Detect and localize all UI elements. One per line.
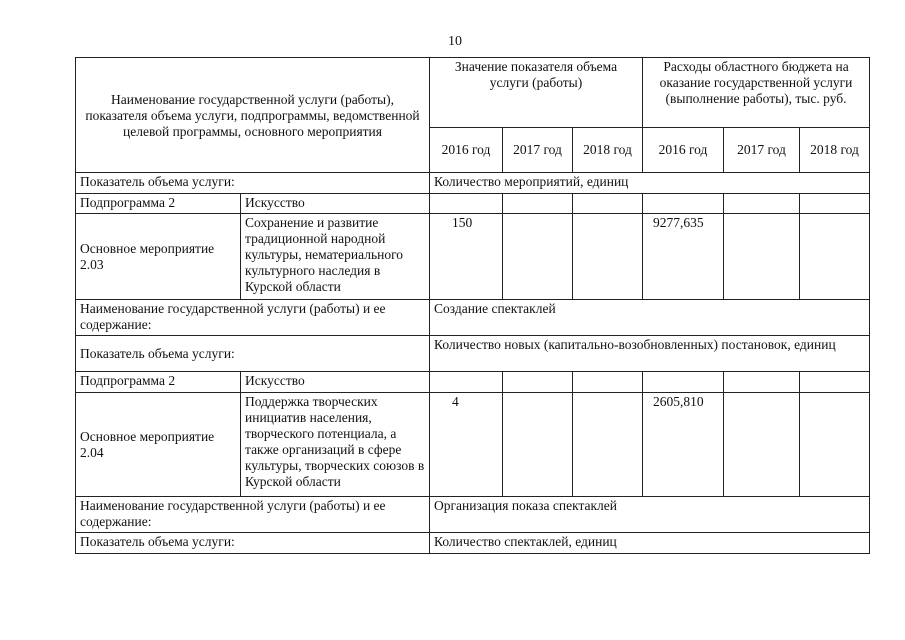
table-row <box>76 214 870 300</box>
empty-cell <box>800 194 870 214</box>
page-number: 10 <box>448 34 462 49</box>
indicator-value: Количество новых (капитально-возобновленных) постановок, единиц <box>430 336 870 372</box>
empty-cell <box>503 372 573 393</box>
table-row <box>76 173 870 194</box>
header-budget-cell: Расходы областного бюджета на оказание государственной услуги (выполнение работы), тыс. руб. <box>643 58 870 128</box>
subprogram-name: Искусство <box>241 194 430 214</box>
budget-2016-value: 2605,810 <box>643 393 724 497</box>
empty-cell <box>573 214 643 300</box>
empty-cell <box>503 393 573 497</box>
table-row <box>76 372 870 393</box>
budget-2016-value: 9277,635 <box>643 214 724 300</box>
measure-label: Основное мероприятие 2.04 <box>76 393 241 497</box>
service-value: Создание спектаклей <box>430 300 870 336</box>
year-volume-2017: 2017 год <box>503 128 573 173</box>
measure-label: Основное мероприятие 2.03 <box>76 214 241 300</box>
empty-cell <box>800 214 870 300</box>
subprogram-name: Искусство <box>241 372 430 393</box>
header-row-top <box>76 58 870 128</box>
subprogram-label: Подпрограмма 2 <box>76 194 241 214</box>
empty-cell <box>724 214 800 300</box>
indicator-label: Показатель объема услуги: <box>76 173 430 194</box>
empty-cell <box>430 194 503 214</box>
empty-cell <box>573 393 643 497</box>
measure-name: Сохранение и развитие традиционной народной культуры, нематериального культурного наследия в Курской области <box>241 214 430 300</box>
table-row <box>76 533 870 554</box>
empty-cell <box>573 372 643 393</box>
subprogram-label: Подпрограмма 2 <box>76 372 241 393</box>
indicator-label: Показатель объема услуги: <box>76 336 430 372</box>
empty-cell <box>643 194 724 214</box>
empty-cell <box>800 372 870 393</box>
empty-cell <box>503 214 573 300</box>
indicator-value: Количество мероприятий, единиц <box>430 173 870 194</box>
empty-cell <box>800 393 870 497</box>
budget-table <box>75 57 870 554</box>
empty-cell <box>643 372 724 393</box>
year-budget-2016: 2016 год <box>643 128 724 173</box>
header-name-cell: Наименование государственной услуги (работы), показателя объема услуги, подпрограммы, ведомственной целевой программы, основного мероприятия <box>76 58 430 173</box>
volume-2016-value: 150 <box>430 214 503 300</box>
indicator-label: Показатель объема услуги: <box>76 533 430 554</box>
table-row <box>76 393 870 497</box>
volume-2016-value: 4 <box>430 393 503 497</box>
empty-cell <box>724 194 800 214</box>
header-volume-cell: Значение показателя объема услуги (работы) <box>430 58 643 128</box>
table-row <box>76 336 870 372</box>
year-volume-2016: 2016 год <box>430 128 503 173</box>
indicator-value: Количество спектаклей, единиц <box>430 533 870 554</box>
empty-cell <box>573 194 643 214</box>
service-value: Организация показа спектаклей <box>430 497 870 533</box>
measure-name: Поддержка творческих инициатив населения, творческого потенциала, а также организаций в сфере культуры, творческих союзов в Курской области <box>241 393 430 497</box>
service-label: Наименование государственной услуги (работы) и ее содержание: <box>76 497 430 533</box>
empty-cell <box>724 372 800 393</box>
year-volume-2018: 2018 год <box>573 128 643 173</box>
table-row <box>76 300 870 336</box>
table-row <box>76 497 870 533</box>
table-row <box>76 194 870 214</box>
service-label: Наименование государственной услуги (работы) и ее содержание: <box>76 300 430 336</box>
empty-cell <box>724 393 800 497</box>
year-budget-2018: 2018 год <box>800 128 870 173</box>
year-budget-2017: 2017 год <box>724 128 800 173</box>
empty-cell <box>430 372 503 393</box>
empty-cell <box>503 194 573 214</box>
